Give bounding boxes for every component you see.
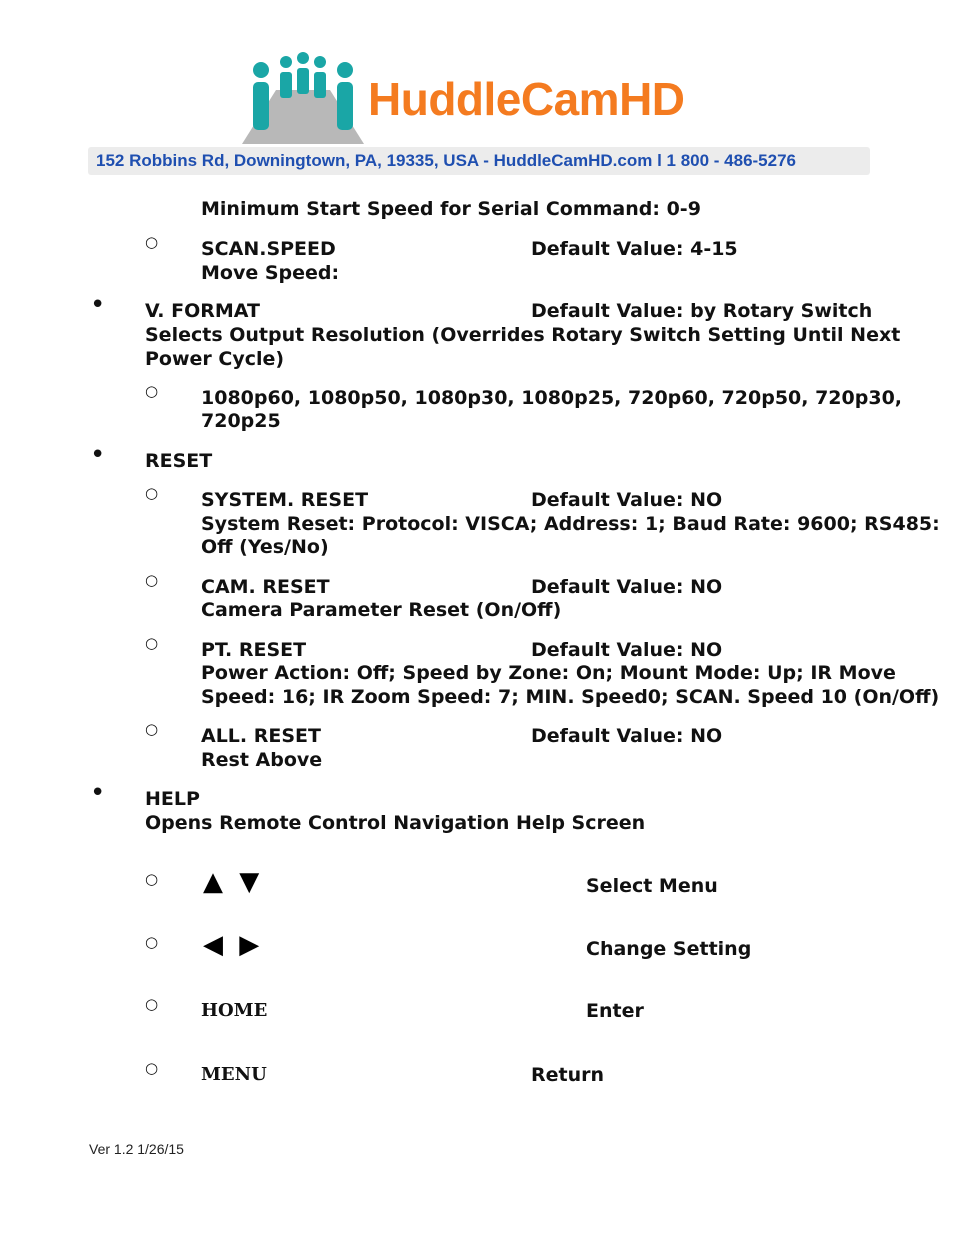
system-reset-desc-2: Off (Yes/No) — [201, 536, 329, 558]
system-reset-name: SYSTEM. RESET — [201, 489, 369, 511]
cam-reset-name: CAM. RESET — [201, 576, 330, 598]
scan-speed-desc: Move Speed: — [201, 262, 340, 284]
all-reset-default: Default Value: NO — [531, 725, 723, 747]
circle-bullet: ○ — [145, 1059, 159, 1077]
circle-bullet: ○ — [145, 634, 159, 652]
circle-bullet: ○ — [145, 720, 159, 738]
all-reset-desc: Rest Above — [201, 749, 323, 771]
pt-reset-default: Default Value: NO — [531, 639, 723, 661]
left-right-arrows-icon: ◀ ▶ — [203, 930, 264, 960]
up-down-arrows-icon: ▲ ▼ — [203, 867, 264, 897]
all-reset-name: ALL. RESET — [201, 725, 321, 747]
cam-reset-default: Default Value: NO — [531, 576, 723, 598]
min-start-speed-line: Minimum Start Speed for Serial Command: 0-9 — [201, 198, 701, 220]
circle-bullet: ○ — [145, 571, 159, 589]
system-reset-desc-1: System Reset: Protocol: VISCA; Address: 1; Baud Rate: 9600; RS485: — [201, 513, 940, 535]
brand-name: HuddleCamHD — [368, 73, 685, 125]
system-reset-default: Default Value: NO — [531, 489, 723, 511]
pt-reset-desc-1: Power Action: Off; Speed by Zone: On; Mount Mode: Up; IR Move — [201, 662, 896, 684]
scan-speed-default: Default Value: 4-15 — [531, 238, 738, 260]
v-format-options-1: 1080p60, 1080p50, 1080p30, 1080p25, 720p60, 720p50, 720p30, — [201, 387, 903, 409]
help-key-home: HOME — [201, 1000, 268, 1021]
address-line: 152 Robbins Rd, Downingtown, PA, 19335, USA - HuddleCamHD.com l 1 800 - 486-5276 — [96, 151, 797, 170]
circle-bullet: ○ — [145, 933, 159, 951]
help-action-return: Return — [531, 1064, 605, 1086]
v-format-name: V. FORMAT — [145, 300, 260, 322]
circle-bullet: ○ — [145, 382, 159, 400]
dot-bullet: • — [90, 290, 106, 320]
circle-bullet: ○ — [145, 870, 159, 888]
help-action-enter: Enter — [586, 1000, 644, 1022]
reset-name: RESET — [145, 450, 213, 472]
help-desc: Opens Remote Control Navigation Help Screen — [145, 812, 646, 834]
scan-speed-name: SCAN.SPEED — [201, 238, 336, 260]
help-key-menu: MENU — [201, 1064, 267, 1085]
help-action-select-menu: Select Menu — [586, 875, 718, 897]
circle-bullet: ○ — [145, 995, 159, 1013]
cam-reset-desc: Camera Parameter Reset (On/Off) — [201, 599, 562, 621]
help-action-change-setting: Change Setting — [586, 938, 752, 960]
circle-bullet: ○ — [145, 233, 159, 251]
help-name: HELP — [145, 788, 200, 810]
v-format-desc-2: Power Cycle) — [145, 348, 285, 370]
dot-bullet: • — [90, 440, 106, 470]
dot-bullet: • — [90, 778, 106, 808]
v-format-default: Default Value: by Rotary Switch — [531, 300, 873, 322]
circle-bullet: ○ — [145, 484, 159, 502]
pt-reset-desc-2: Speed: 16; IR Zoom Speed: 7; MIN. Speed0; SCAN. Speed 10 (On/Off) — [201, 686, 940, 708]
header — [0, 0, 954, 180]
pt-reset-name: PT. RESET — [201, 639, 307, 661]
v-format-options-2: 720p25 — [201, 410, 281, 432]
version-footer: Ver 1.2 1/26/15 — [89, 1141, 184, 1157]
logo-icon — [238, 52, 368, 144]
v-format-desc-1: Selects Output Resolution (Overrides Rotary Switch Setting Until Next — [145, 324, 901, 346]
